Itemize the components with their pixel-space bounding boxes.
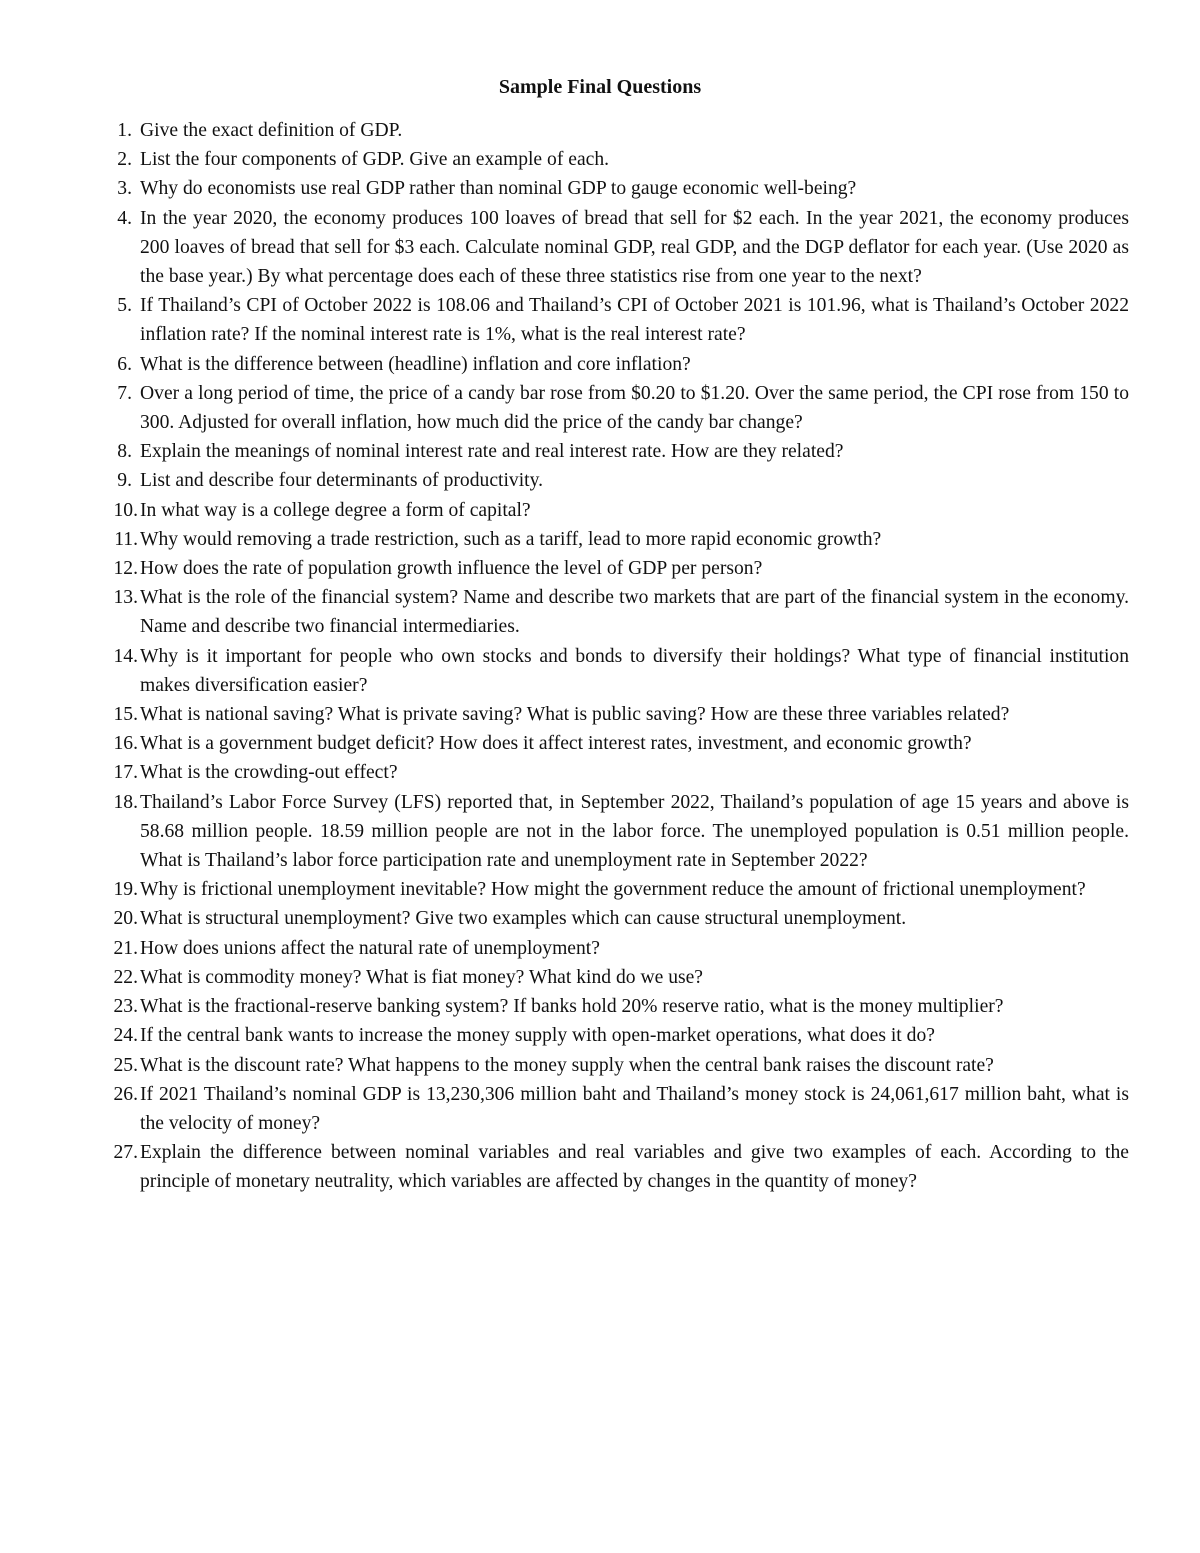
question-number: 26. xyxy=(113,1083,138,1105)
page-title: Sample Final Questions xyxy=(498,76,702,98)
question-number: 24. xyxy=(113,1025,138,1047)
question-item xyxy=(102,554,1129,583)
question-item xyxy=(102,729,1129,758)
question-text: If 2021 Thailand’s nominal GDP is 13,230,306 million baht and Thailand’s money stock is 24,061,617 million baht, what is the velocity of money? xyxy=(140,1083,1129,1134)
question-number: 1. xyxy=(117,120,132,141)
question-item xyxy=(102,1021,1129,1050)
question-text: In the year 2020, the economy produces 100 loaves of bread that sell for $2 each. In the year 2021, the economy produces 200 loaves of bread that sell for $3 each. Calculate nominal GDP, real GDP, and the DGP deflator for each year. (Use 2020 as the base year.) By what percentage does each of these three statistics rise from one year to the next? xyxy=(140,207,1129,288)
question-item xyxy=(102,116,1129,145)
question-item xyxy=(102,291,1129,349)
question-number: 16. xyxy=(113,733,138,755)
question-number: 23. xyxy=(113,996,138,1018)
question-number: 25. xyxy=(113,1054,138,1076)
question-text: Over a long period of time, the price of a candy bar rose from $0.20 to $1.20. Over the same period, the CPI rose from 150 to 300. Adjusted for overall inflation, how much did the price of the candy bar change? xyxy=(140,382,1129,434)
question-item xyxy=(102,466,1129,495)
question-number: 7. xyxy=(117,382,132,404)
question-number: 22. xyxy=(113,966,138,988)
question-text: Thailand’s Labor Force Survey (LFS) reported that, in September 2022, Thailand’s population of age 15 years and above is 58.68 million people. 18.59 million people are not in the labor force. The unemployed population is 0.51 million people. What is Thailand’s labor force participation rate and unemployment rate in September 2022? xyxy=(140,791,1129,872)
question-item xyxy=(102,1051,1129,1080)
question-item xyxy=(102,437,1129,466)
question-text: If Thailand’s CPI of October 2022 is 108.06 and Thailand’s CPI of October 2021 is 101.96, what is Thailand’s October 2022 inflation rate? If the nominal interest rate is 1%, what is the real interest rate? xyxy=(140,295,1129,346)
question-item xyxy=(102,496,1129,525)
question-item xyxy=(102,145,1129,174)
question-item xyxy=(102,875,1129,904)
question-number: 10. xyxy=(113,499,138,521)
question-number: 5. xyxy=(117,295,132,317)
question-number: 27. xyxy=(113,1142,138,1164)
question-number: 12. xyxy=(113,558,138,580)
question-text: How does the rate of population growth influence the level of GDP per person? xyxy=(140,558,763,580)
question-item xyxy=(102,1138,1129,1196)
question-item xyxy=(102,583,1129,641)
question-text: Why do economists use real GDP rather than nominal GDP to gauge economic well-being? xyxy=(140,178,857,200)
question-number: 18. xyxy=(113,791,138,813)
question-text: List the four components of GDP. Give an example of each. xyxy=(140,149,610,171)
question-text: Explain the meanings of nominal interest rate and real interest rate. How are they related? xyxy=(140,441,844,463)
question-item xyxy=(102,758,1129,787)
question-number: 19. xyxy=(113,879,138,901)
question-text: What is commodity money? What is fiat money? What kind do we use? xyxy=(140,966,704,988)
question-item xyxy=(102,379,1129,437)
question-item xyxy=(102,904,1129,933)
question-text: List and describe four determinants of productivity. xyxy=(140,470,544,492)
question-number: 13. xyxy=(113,587,138,609)
question-text: Give the exact definition of GDP. xyxy=(140,120,403,141)
question-text: How does unions affect the natural rate of unemployment? xyxy=(140,937,600,959)
question-text: What is national saving? What is private saving? What is public saving? How are these three variables related? xyxy=(140,704,1010,726)
question-item xyxy=(102,174,1129,203)
question-text: Why is frictional unemployment inevitable? How might the government reduce the amount of frictional unemployment? xyxy=(140,879,1086,901)
question-text: What is a government budget deficit? How does it affect interest rates, investment, and economic growth? xyxy=(140,733,972,755)
question-number: 11. xyxy=(114,528,138,550)
question-text: Why would removing a trade restriction, such as a tariff, lead to more rapid economic growth? xyxy=(140,528,882,550)
question-number: 9. xyxy=(117,470,132,492)
question-number: 17. xyxy=(113,762,138,784)
question-number: 2. xyxy=(117,149,132,171)
question-item xyxy=(102,204,1129,292)
question-number: 20. xyxy=(113,908,138,930)
question-item xyxy=(102,788,1129,876)
question-number: 3. xyxy=(117,178,132,200)
question-number: 4. xyxy=(117,207,132,229)
question-text: What is the discount rate? What happens to the money supply when the central bank raises the discount rate? xyxy=(140,1054,994,1076)
question-number: 6. xyxy=(117,353,132,375)
question-text: If the central bank wants to increase the money supply with open-market operations, what does it do? xyxy=(140,1025,935,1047)
question-text: Explain the difference between nominal variables and real variables and give two examples of each. According to the principle of monetary neutrality, which variables are affected by changes in the quantity of money? xyxy=(140,1142,1129,1193)
question-number: 21. xyxy=(113,937,138,959)
question-number: 8. xyxy=(117,441,132,463)
question-item xyxy=(102,642,1129,700)
question-item xyxy=(102,992,1129,1021)
question-text: What is the role of the financial system? Name and describe two markets that are part of the financial system in the economy. Name and describe two financial intermediaries. xyxy=(140,587,1129,638)
question-item xyxy=(102,700,1129,729)
question-number: 15. xyxy=(113,704,138,726)
question-text: Why is it important for people who own stocks and bonds to diversify their holdings? What type of financial institution makes diversification easier? xyxy=(140,645,1129,696)
question-list xyxy=(102,116,1129,1197)
question-number: 14. xyxy=(113,645,138,667)
question-item xyxy=(102,963,1129,992)
question-text: What is the fractional-reserve banking system? If banks hold 20% reserve ratio, what is the money multiplier? xyxy=(140,996,1004,1018)
question-text: What is the crowding-out effect? xyxy=(140,762,398,784)
question-item xyxy=(102,1080,1129,1138)
question-item xyxy=(102,350,1129,379)
question-text: What is the difference between (headline) inflation and core inflation? xyxy=(140,353,691,375)
question-text: What is structural unemployment? Give two examples which can cause structural unemployment. xyxy=(140,908,907,930)
question-item xyxy=(102,934,1129,963)
question-item xyxy=(102,525,1129,554)
question-text: In what way is a college degree a form of capital? xyxy=(140,499,531,521)
